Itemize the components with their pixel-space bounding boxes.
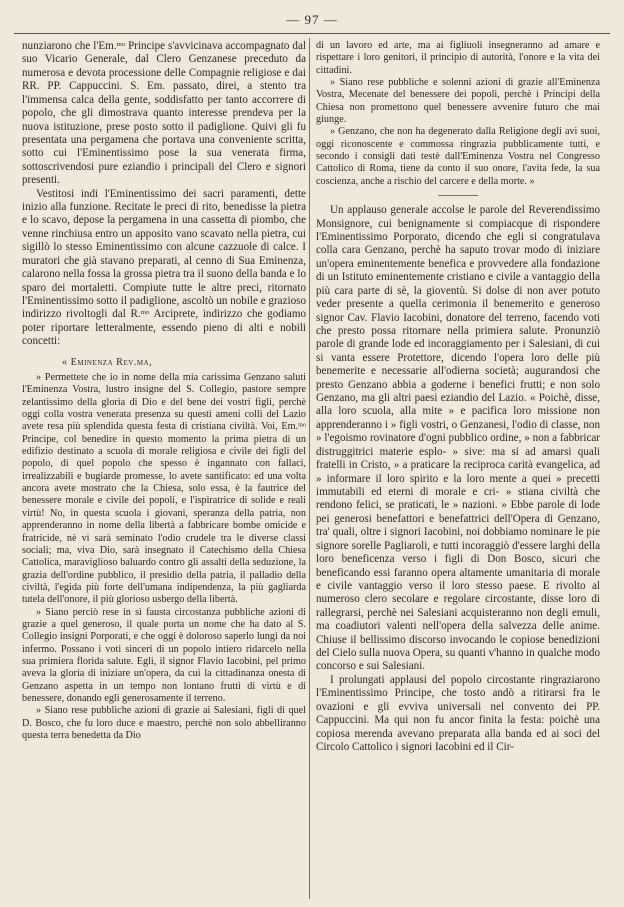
quoted-paragraph: » Siano rese pubbliche e solenni azioni di grazie all'Eminenza Vostra, Mecenate del benessere dei popoli, perchè i Principi della Chiesa non promettono quel benessere avvenire futuro che mai giunge. bbox=[316, 77, 600, 126]
column-divider bbox=[309, 38, 310, 899]
paragraph: nunziarono che l'Em.ᵐᵒ Principe s'avvicinava accompagnato dal suo Vicario Generale, dal Clero Genzanese preceduto da numerosa e devota processione delle Compagnie religiose e dai RR. PP. Cappuccini. S. Em. passato, direi, a stento tra l'immensa calca della gente, soddisfatto per tanto accorrere di popolo, che gli dimostrava quanto interesse prendeva per la nuova istituzione, prese posto sotto il padiglione. Quivi gli fu presentata una pergamena che portava una conveniente scritta, sotto cui l'Eminentissimo pose la sua venerata firma, sottoscrivendosi pure eziandio i principali del Clero e signori presenti. bbox=[22, 40, 306, 187]
paragraph: Un applauso generale accolse le parole del Reverendissimo Monsignore, cui benignamente si compiacque di rispondere l'Eminentissimo Porporato, dicendo che egli si congratulava colla cara Genzano, perchè ha saputo trovar modo di iniziare un'opera eminentemente benefica e provvedere alla fondazione di un Istituto eminentemente cristiano e civile a vantaggio della più cara parte di sè, la gioventù. Si dolse di non aver potuto veder presente a quella cerimonia il benemerito e generoso signor Cav. Flavio Iacobini, donatore del terreno, facendo voti che presto possa ritornare nella primiera salute. Pronunziò parole di grande lode ed incoraggiamento per i Salesiani, di cui si vanta essere Protettore, dicendo l'opera loro delle più benemerite e necessarie all'odierna società; augurandosi che presto Genzano abbia a goderne i benefici frutti; e non solo Genzano, ma gli altri paesi eziandio del Lazio. « Poichè, disse, alla loro scuola, alla mite » e pacifica loro missione non apprenderanno i » figli vostri, o Genzanesi, l'odio di classe, non » l'egoismo rovinatore d'ogni pubblico ordine, » non a fabbricar distruggitrici materie esplo- » sive: ma si ad amarsi quali fratelli in Cristo, » a praticare la reciproca carità evangelica, ad » informare il loro spirito e la loro mente a quei » precetti immutabili ed eterni di morale e cri- » stiana civiltà che rendono felici, se praticati, le » nazioni. » Ebbe parole di lode pei generosi benefattori e benefattrici dell'Opera di Genzano, tra' quali, oltre i signori Iacobini, noi dobbiamo nominare le pie signore sorelle Pagliaroli, e tutti incoraggiò d'essere larghi della loro beneficenza verso i figli di Don Bosco, sicuri che beneficando essi faranno opera altamente umanitaria di morale e civile vantaggio verso il loro stesso paese. E rivolto al numeroso clero secolare e regolare circostante, disse loro di rallegrarsi, perchè nei Salesiani acquisteranno non degli emuli, ma coadiutori valenti nell'opera della salvezza delle anime. Chiuse il bellissimo discorso invocando le copiose benedizioni del Cielo sulla nuova Opera, su quanti v'hanno in qualche modo concorso e sui Salesiani. bbox=[316, 204, 600, 673]
quoted-paragraph: » Siano rese pubbliche azioni di grazie ai Salesiani, figli di quel D. Bosco, che fu loro duce e maestro, perchè non solo abbelliranno questa terra benedetta da Dio bbox=[22, 705, 306, 742]
quoted-paragraph: » Siano perciò rese in sì fausta circostanza pubbliche azioni di grazie a quel generoso, il quale porta un nome che ha dato al S. Collegio insigni Porporati, e che oggi è doloroso saperlo lungi da noi infermo. Possano i voti sinceri di un popolo intiero ridarcelo nella sua primiera florida salute. Egli, il signor Flavio Iacobini, pel primo aveva la gloria di iniziare un'opera, da cui la cittadinanza onesta di Genzano aspetta in un tempo non lontano frutti di virtù e di benessere, donando egli generosamente il terreno. bbox=[22, 606, 306, 704]
header-rule bbox=[14, 33, 610, 34]
quoted-paragraph: » Permettete che io in nome della mia carissima Genzano saluti l'Eminenza Vostra, lustro insigne del S. Collegio, pastore sempre zelantissimo della gloria di Dio e del bene dei vostri figli, perchè oggi colla vostra venerata presenza su questi ameni colli del Lazio avete resa più splendida questa festa di cristiana civiltà. Voi, Em.ᵐᵒ Principe, col benedire in questo momento la prima pietra di un edifizio destinato a scuola di morale religiosa e civile dei figli del popolo, di quel popolo che spesso è ingannato con fallaci, irrealizzabili e bugiarde promesse, lo avete santificato: ed una volta ancora avete mostrato che la Chiesa, solo essa, è la fautrice del benessere morale e civile dei popoli, e l'ispiratrice di solide e reali virtù! No, in questa scuola i giovani, speranza della patria, non apprenderanno in nome della libertà a fabbricare bombe omicide e fratricide, nè vi sarà seminato l'odio crudele tra le diverse classi sociali; ma, viva Dio, sarà insegnato il Catechismo della Chiesa Cattolica, maraviglioso baluardo contro gli assalti della seduzione, la grazia dell'ordine pubblico, il presidio della patria, il palladio della civiltà, l'egida più forte dell'umana indipendenza, la più gagliarda tutela dell'onore, il più glorioso usbergo della libertà. bbox=[22, 372, 306, 606]
left-column bbox=[22, 40, 306, 742]
paragraph: Vestitosi indi l'Eminentissimo dei sacri paramenti, dette inizio alla funzione. Recitate le preci di rito, benedisse la pietra e lo scavo, depose la pergamena in una cassetta di piombo, che venne rinchiusa entro un apposito vano scavato nella pietra, cui sigillò lo stesso Eminentissimo con alcune cazzuole di calce. I muratori che già stavano preparati, al cenno di Sua Eminenza, calarono nella fossa la grossa pietra tra il suono della banda e lo sparo dei mortaletti. Compiute tutte le altre preci, ritornato l'Eminentissimo sotto il padiglione, ascoltò un nobile e grazioso indirizzo rivoltogli dal R.ᵐᵒ Arciprete, indirizzo che godiamo poter riportare letteralmente, essendo pieno di alti e nobili concetti: bbox=[22, 187, 306, 348]
paragraph: I prolungati applausi del popolo circostante ringraziarono l'Eminentissimo Principe, che tosto andò a ritirarsi fra le ovazioni e gli evviva universali nel convento dei PP. Cappuccini. Ma qui non fu ancor finita la festa: poichè una copiosa merenda avevano preparata alla banda ed ai soci del Circolo Cattolico i signori Iacobini ed il Cir- bbox=[316, 673, 600, 753]
quoted-paragraph: di un lavoro ed arte, ma ai figliuoli insegneranno ad amare e rispettare i loro genitori, il principio di autorità, l'onore e la vita dei cittadini. bbox=[316, 40, 600, 76]
address-heading: « Eminenza Rev.ma, bbox=[62, 356, 153, 368]
page-number: — 97 — bbox=[286, 12, 338, 27]
section-separator bbox=[438, 195, 478, 196]
quoted-paragraph: » Genzano, che non ha degenerato dalla Religione degli avi suoi, oggi riconoscente e commossa ringrazia pubblicamente tutti, e secondo i consigli dati testè dall'Eminenza Vostra nel Congresso Cattolico di Roma, tiene da conto il suo onore, l'avita fede, la sua coscienza, anche a rischio del carcere e della morte. » bbox=[316, 126, 600, 187]
right-column bbox=[316, 40, 600, 754]
